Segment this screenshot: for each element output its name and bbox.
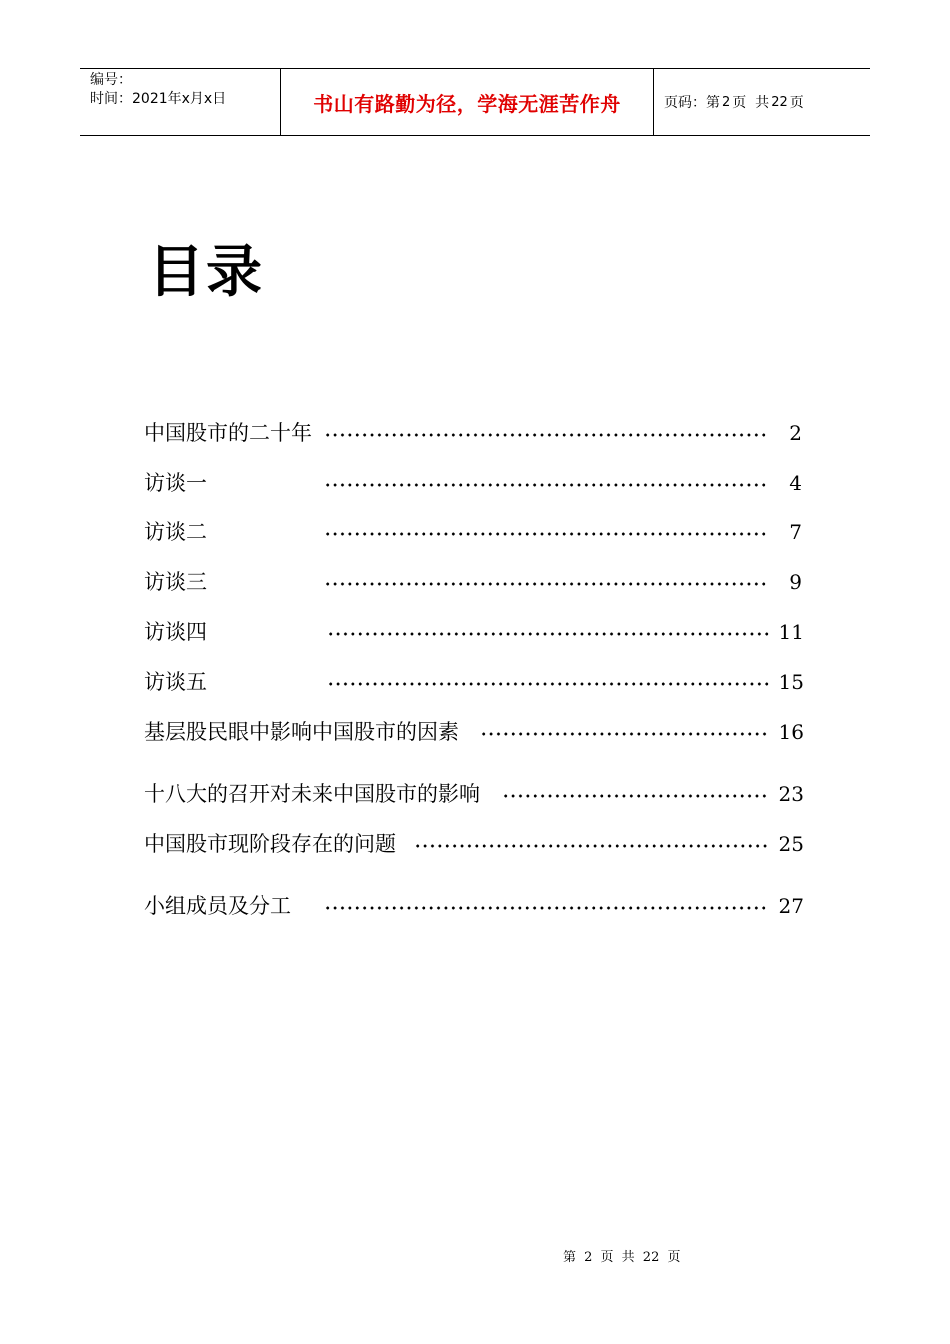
toc-leader-dots xyxy=(480,727,769,741)
toc-entry-page: 15 xyxy=(778,670,804,694)
header-motto-cell xyxy=(281,69,654,135)
page-suffix: 页 xyxy=(789,95,804,111)
toc-entry-label: 访谈五 xyxy=(144,670,207,694)
motto-text: 书山有路勤为径，学海无涯苦作舟 xyxy=(313,91,621,116)
time-label: 时间：2021年x月x日 xyxy=(90,91,227,107)
page-current: 2 xyxy=(722,94,731,110)
page-header xyxy=(80,68,870,136)
page-prefix: 页码：第 xyxy=(664,95,720,111)
header-meta-cell xyxy=(80,69,281,135)
toc-entry-label: 访谈一 xyxy=(144,471,207,495)
toc-leader-dots xyxy=(327,627,772,641)
toc-leader-dots xyxy=(502,789,769,803)
toc-leader-dots xyxy=(324,478,769,492)
toc-entry[interactable] xyxy=(144,829,804,859)
toc-entry-label: 小组成员及分工 xyxy=(144,894,291,918)
toc-entry[interactable] xyxy=(144,717,804,747)
toc-entry[interactable] xyxy=(144,517,804,547)
toc-entry-label: 访谈二 xyxy=(144,520,207,544)
toc-entry-page: 27 xyxy=(778,894,804,918)
toc-entry[interactable] xyxy=(144,779,804,809)
header-page-cell xyxy=(654,69,870,135)
toc-entry-label: 中国股市的二十年 xyxy=(144,421,312,445)
toc-entry-page: 9 xyxy=(789,570,802,594)
toc-entry[interactable] xyxy=(144,891,804,921)
toc-entry-label: 十八大的召开对未来中国股市的影响 xyxy=(144,782,480,806)
number-label: 编号： xyxy=(90,72,132,88)
toc-leader-dots xyxy=(324,577,769,591)
toc-entry-page: 4 xyxy=(789,471,802,495)
toc-entry[interactable] xyxy=(144,468,804,498)
toc-entry[interactable] xyxy=(144,667,804,697)
toc-leader-dots xyxy=(324,428,769,442)
toc-entry[interactable] xyxy=(144,567,804,597)
toc-entry-label: 中国股市现阶段存在的问题 xyxy=(144,832,396,856)
toc-leader-dots xyxy=(414,839,769,853)
toc-entry[interactable] xyxy=(144,418,804,448)
toc-entry-page: 11 xyxy=(778,620,804,644)
page-footer: 第 2 页 共 22 页 xyxy=(563,1250,681,1265)
toc-entry-label: 基层股民眼中影响中国股市的因素 xyxy=(144,720,459,744)
toc-entry-page: 23 xyxy=(778,782,804,806)
toc-leader-dots xyxy=(327,677,772,691)
toc-entry-label: 访谈三 xyxy=(144,570,207,594)
toc-entry-page: 25 xyxy=(778,832,804,856)
toc-leader-dots xyxy=(324,527,769,541)
toc-entry-page: 7 xyxy=(789,520,802,544)
toc-leader-dots xyxy=(324,901,769,915)
toc-entry-page: 16 xyxy=(778,720,804,744)
toc-entry-label: 访谈四 xyxy=(144,620,207,644)
toc-entry[interactable] xyxy=(144,617,804,647)
page-total: 22 xyxy=(771,94,788,110)
page-title: 目录 xyxy=(148,240,264,305)
page-mid: 页 共 xyxy=(732,95,770,111)
toc-entry-page: 2 xyxy=(789,421,802,445)
